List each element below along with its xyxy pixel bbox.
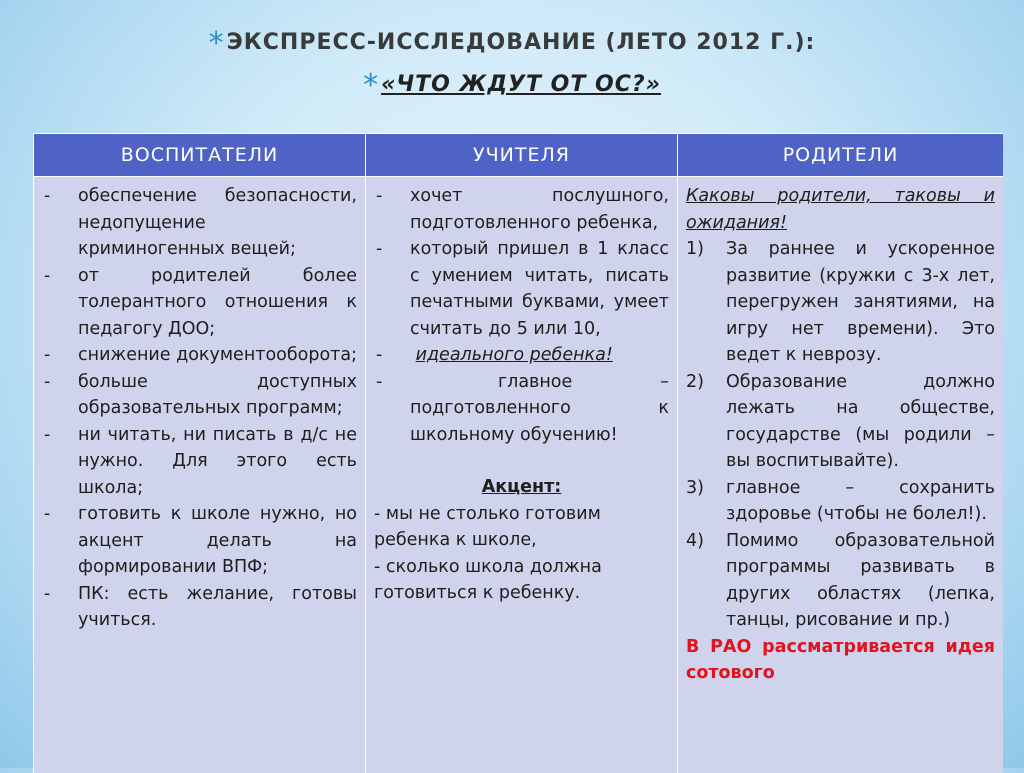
header-educators: ВОСПИТАТЕЛИ	[34, 134, 366, 177]
list-item: 4) Помимо образовательной программы развивать в других областях (лепка, танцы, рисование и пр.)	[686, 528, 995, 634]
title-line-1	[0, 22, 1024, 64]
parents-list	[686, 236, 995, 634]
star-bullet-icon: *	[363, 68, 379, 103]
parents-cell	[678, 177, 1004, 773]
star-bullet-icon: *	[209, 26, 225, 61]
list-item: - снижение документооборота;	[42, 342, 357, 369]
list-item: - больше доступных образовательных программ;	[42, 369, 357, 422]
expectations-table	[33, 133, 1003, 773]
list-item: 1) За раннее и ускоренное развитие (кружки с 3-х лет, перегружен занятиями, на игру нет времени). Это ведет к неврозу.	[686, 236, 995, 369]
accent-line: - сколько школа должна готовиться к ребенку.	[374, 554, 669, 607]
list-item: - от родителей более толерантного отношения к педагогу ДОО;	[42, 263, 357, 343]
table-header-row	[34, 134, 1004, 177]
header-teachers: УЧИТЕЛЯ	[366, 134, 678, 177]
educators-list	[42, 183, 357, 634]
list-item: - идеального ребенка!	[374, 342, 669, 369]
list-item: - ни читать, ни писать в д/с не нужно. Для этого есть школа;	[42, 422, 357, 502]
list-item: 2) Образование должно лежать на обществе, государстве (мы родили – вы воспитывайте).	[686, 369, 995, 475]
accent-line: - мы не столько готовим ребенка к школе,	[374, 501, 669, 554]
teachers-list	[374, 183, 669, 448]
list-item: - главное – подготовленного к школьному обучению!	[374, 369, 669, 449]
rao-note: В РАО рассматривается идея сотового	[686, 634, 995, 687]
list-item: - хочет послушного, подготовленного ребенка,	[374, 183, 669, 236]
list-item: 3) главное – сохранить здоровье (чтобы не болел!).	[686, 475, 995, 528]
accent-heading: Акцент:	[374, 474, 669, 501]
educators-cell	[34, 177, 366, 773]
list-item: - обеспечение безопасности, недопущение криминогенных вещей;	[42, 183, 357, 263]
table	[33, 133, 1003, 773]
ideal-child-text: идеального ребенка!	[416, 345, 613, 365]
teachers-cell	[366, 177, 678, 773]
title-line-2	[0, 64, 1024, 106]
list-item: - ПК: есть желание, готовы учиться.	[42, 581, 357, 634]
list-item: - который пришел в 1 класс с умением читать, писать печатными буквами, умеет считать до 5 или 10,	[374, 236, 669, 342]
list-item: - готовить к школе нужно, но акцент делать на формировании ВПФ;	[42, 501, 357, 581]
title-text-1: ЭКСПРЕСС-ИССЛЕДОВАНИЕ (ЛЕТО 2012 Г.):	[227, 30, 816, 55]
table-body-row	[34, 177, 1004, 773]
parents-intro: Каковы родители, таковы и ожидания!	[686, 183, 995, 236]
title-text-2: «ЧТО ЖДУТ ОТ ОС?»	[381, 72, 661, 97]
slide-title	[0, 22, 1024, 106]
header-parents: РОДИТЕЛИ	[678, 134, 1004, 177]
